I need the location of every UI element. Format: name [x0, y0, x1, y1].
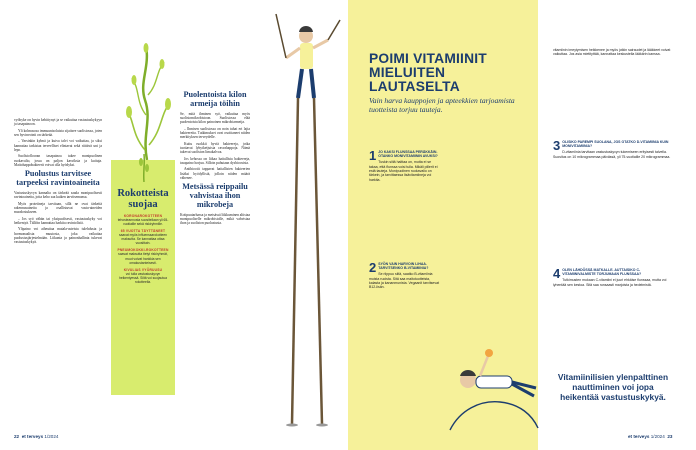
col1-body-paragraph: Vastustuskyvyn kannalta on tärkeää saada monipuolisesti ravintoaineita, jotta keho saa kaiken tarvitsemansa. — [14, 191, 102, 200]
col1-subhead: Puolustus tarvitsee tarpeeksi ravintoaineita — [16, 169, 100, 188]
qa-number-1: 1 — [369, 148, 377, 163]
right-page-number: 23 — [667, 434, 673, 439]
col1-intro-paragraph: – Varsinkin kylmä ja kuiva talvi voi vaikuttaa, ja siksi kannattaa tarkistaa terveelliset elintavat sekä riittävä uni ja lepo. — [14, 139, 102, 153]
qa-number-2: 2 — [369, 260, 377, 275]
col2-body-paragraph: Kuitu ruokkii hyviä bakteereja, jotka tuottavat lyhytketjuisia rasvahappoja. Nämä tukevat suoliston limakalvoa. — [180, 141, 250, 155]
left-column-3 — [180, 88, 250, 228]
left-page-number: 22 — [14, 434, 20, 439]
sidebar-sections — [116, 214, 170, 284]
right-issue: 1/2024 — [650, 434, 665, 439]
seaweed-illustration — [112, 40, 182, 160]
qa-item-4 — [553, 268, 673, 287]
col1-intro-paragraph: Yli kolmasosa immuunisoluista sijaitsee suolistossa, joten sen hyvinvointi on tärkeää. — [14, 128, 102, 138]
qa-answer-2: Se riippuu siitä, saatko B-vitamiinia muista ruoista. Sitä saa maitotuotteista, kalasta ja kananmunista. Vegaanit tarvitsevat B12-lisän. — [369, 272, 440, 290]
relaxing-figure-illustration — [440, 310, 545, 440]
qa-answer-1: Tuskin siitä haittaa on, mutta ei se takaa, että flunssa voisi tulla. Mikäli pillerit ei estä tauteja. Monipuolinen ruokavalio on tärkein, ja tarvittaessa lisävitamiineja voi harkita. — [369, 160, 438, 182]
col2-body-paragraph: Antibiootit tappavat haitallisten bakteerien lisäksi hyödyllisiä, jolloin niiden määrä vähenee. — [180, 167, 250, 181]
qa-question-4: OLEN LÄHDÖSSÄ MATKALLE. AUTTAISIKO C-VITAMIINIVALMISTE TORJUMAAN FLUNSSAA? — [562, 268, 642, 277]
col1-body-paragraph: Ylipaino voi aiheuttaa matala-asteista tulehdusta ja hormonaalista muutosta, joka vaikuttaa puolustusjärjestelmään. Liikunta ja painonhallinta tukevat vastustuskykyä. — [14, 227, 102, 245]
intro-right-text: vitamiinin imeytymisen heikkenee ja myös jotkin sairaudet ja lääkkeet voivat vaikuttaa. Jos asia mietityttää, kannattaa keskustella lääkärin kanssa. — [553, 48, 671, 57]
qa-question-2: SYÖN VAIN HARVOIN LIHAA. TARVITSENKO B-VITAMIINIA? — [378, 262, 429, 271]
qa-answer-3: D-vitamiinia tarvitaan vastustuskyvyn tukemiseen erityisesti talvella. Suositus on 10 mikrogrammaa päivässä, yli 75-vuotiaille 20 mikrogrammaa. — [553, 150, 671, 159]
col2-body-paragraph: – Ihmisen suolistossa on noin tuhat eri lajia bakteereita. Tutkimukset ovat osoittaneet niiden merkityksen terveydelle. — [180, 126, 250, 140]
left-column-1 — [14, 118, 102, 247]
sidebar-title: Rokotteista suojaa — [117, 188, 169, 210]
qa-question-1: JO KAKSI FLUNSSAA PERÄKKÄIN. OTANKO MONIVITAMIININ AVUKSI? — [378, 150, 438, 159]
qa-item-1 — [369, 150, 441, 182]
col2-body-paragraphs — [180, 112, 250, 181]
col1-body-paragraph: Myös proteiineja tarvitaan, sillä ne ovat tärkeitä rakennusaineita ja osallistuvat vasta-aineiden muodostukseen. — [14, 201, 102, 215]
intro-right — [553, 46, 673, 57]
col1-body-paragraphs — [14, 191, 102, 245]
qa-item-3 — [553, 140, 673, 159]
sprout-icon — [137, 154, 151, 182]
col1-intro-paragraph: Suolistoflooran tasapainoa tukee monipuolinen ruokavalio, jossa on paljon kasviksia ja kuituja. Maitohappobakteerit voivat olla hyödyksi. — [14, 154, 102, 168]
left-magazine-name: et terveys — [21, 434, 44, 439]
qa-number-3: 3 — [553, 138, 561, 153]
stilt-walker-illustration — [256, 10, 348, 430]
col1-intro-paragraph: vyöhyke on hyvin kehittynyt ja se vaikuttaa vastustuskykyyn ja tasapainoon. — [14, 118, 102, 127]
sidebar-section-head: 65 VUOTTA TÄYTTÄNEET — [120, 229, 166, 234]
qa-number-4: 4 — [553, 266, 561, 281]
col2-subhead: Puolentoista kilon armeija töihin — [183, 90, 247, 108]
col2-body-paragraph: Jos kehossa on liikaa haitallisia bakteereja, tasapaino horjuu. Silloin puhutaan dysbioosista. — [180, 156, 250, 166]
sidebar-section-head: KIVULIAS VYÖRUUSU — [123, 267, 163, 272]
pull-quote: Vitamiinilisien ylenpalttinen nauttiminen voi jopa heikentää vastustuskykyä. — [557, 372, 669, 402]
col1-body-paragraph: – Jos syö vähän tai yksipuolisesti, vastustuskyky voi heikentyä. Tällöin kannattaa harkita ravintolisiä. — [14, 216, 102, 226]
sidebar-section-text: saavat maksutta tietyt riskiryhmät, muut voivat hankkia sen omakustanteisesti. — [118, 252, 168, 265]
left-footer — [14, 434, 58, 439]
sidebar-section-text: voi tulla vastustuskyvyn heikentyessä. Siltä voi suojautua rokotteella. — [119, 271, 167, 284]
left-issue: 1/2024 — [44, 434, 59, 439]
col2-body-paragraph: Se, mitä ihminen syö, vaikuttaa myös suolistomikrobistoon. Suolistossa elää puolentoista kilon painoinen mikrobiarmeija. — [180, 111, 250, 125]
right-magazine-name: et terveys — [628, 434, 650, 439]
col2-body2-paragraph: Kotipuutarhassa ja metsässä liikkuminen altistaa monipuoliselle mikrobistolle, mikä vahvistaa ihon ja suoliston puolustusta. — [180, 212, 250, 226]
sidebar-section-text: tehosteannosta suositellaan yli 65-vuotiaille sekä riskiryhmille. — [117, 218, 169, 227]
vaccine-sidebar — [111, 160, 175, 395]
sidebar-section-text: saavat myös influenssarokotteen maksutta. Se kannattaa ottaa vuosittain. — [118, 233, 167, 246]
article-lede: Vain harva kauppojen ja apteekkien tarjoamista tuotteista torjuu tauteja. — [369, 96, 515, 115]
qa-item-2 — [369, 262, 441, 290]
qa-answer-4: Tutkimusten mukaan C-vitamiini ei juuri ehkäise flunssaa, mutta voi lyhentää sen kestoa. Sitä saa runsaasti marjoista ja hedelmistä. — [553, 278, 667, 287]
col2-body2-paragraphs — [180, 213, 250, 226]
qa-question-3: OLISIKO PAREMPI SUOLANA, JOS OTATKO D-VITAMIINIA KUIN MONIVITAMIINIA? — [562, 140, 669, 149]
article-headline: POIMI VITAMIINIT MIELUITEN LAUTASELTA — [369, 51, 487, 95]
right-footer — [628, 434, 672, 439]
col2-subhead-2: Metsässä reippailu vahvistaa ihon mikrobeja — [182, 182, 248, 209]
sidebar-section-head: PNEUMOKOKKI-ROKOTTEEN — [117, 248, 169, 253]
sidebar-section-head: KORONAROKOTTEEN — [123, 214, 163, 218]
col1-intro-paragraphs — [14, 118, 102, 167]
